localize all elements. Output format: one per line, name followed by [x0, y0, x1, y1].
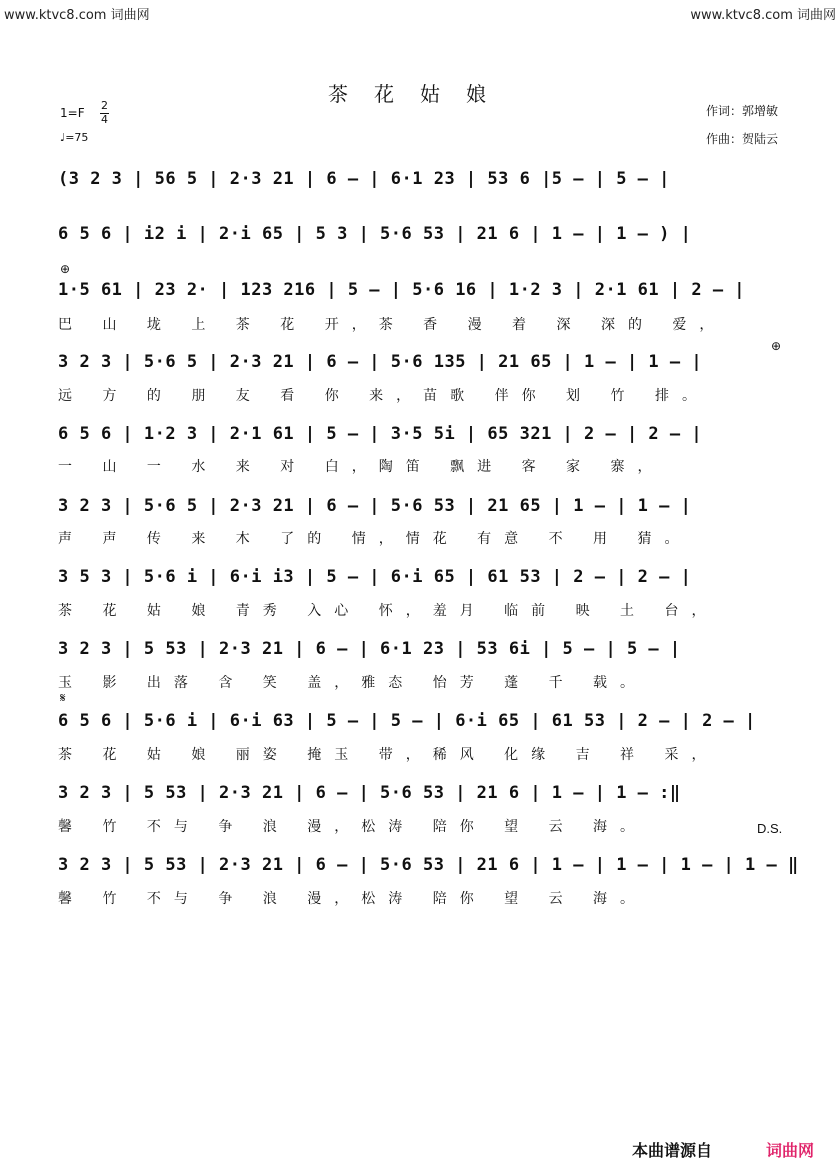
notation-line-4: 3 2 3 | 5·6 5 | 2·3 21 | 6 — | 5·6 135 | 21 65 | 1 — | 1 — | — [58, 352, 703, 372]
time-signature-bottom: 4 — [101, 113, 108, 126]
notation-line-7: 3 5 3 | 5·6 i | 6·i i3 | 5 — | 6·i 65 | 61 53 | 2 — | 2 — | — [58, 567, 692, 587]
lyric-line-7: 茶 花 姑 娘 青秀 入心 怀，羞月 临前 映 土 台， — [58, 603, 719, 619]
lyric-line-6: 声 声 传 来 木 了的 情，情花 有意 不 用 猜。 — [58, 531, 692, 547]
ds-marking: D.S. — [757, 821, 783, 836]
lyric-line-10: 馨 竹 不与 争 浪 漫，松涛 陪你 望 云 海。 — [58, 819, 648, 835]
notation-line-5: 6 5 6 | 1·2 3 | 2·1 61 | 5 — | 3·5 5i | 65 321 | 2 — | 2 — | — [58, 424, 703, 444]
time-signature-top: 2 — [101, 99, 108, 112]
coda-sign-end-icon: ⊕ — [771, 339, 782, 353]
notation-line-10: 3 2 3 | 5 53 | 2·3 21 | 6 — | 5·6 53 | 21 6 | 1 — | 1 — :‖ — [58, 783, 681, 803]
footer-source-label: 本曲谱源自 — [632, 1141, 713, 1160]
composer-credit: 作曲：贺陆云 — [706, 132, 779, 146]
lyric-line-5: 一 山 一 水 来 对 白，陶笛 飘进 客 家 寨， — [58, 459, 665, 475]
lyricist-credit: 作词：郭增敏 — [706, 104, 779, 118]
key-signature: 1=F — [60, 106, 85, 120]
lyric-line-3: 巴 山 垅 上 茶 花 开，茶 香 漫 着 深 深的 爱， — [58, 317, 727, 333]
notation-line-11: 3 2 3 | 5 53 | 2·3 21 | 6 — | 5·6 53 | 21 6 | 1 — | 1 — | 1 — | 1 — ‖ — [58, 855, 799, 875]
notation-line-2: 6 5 6 | i2 i | 2·i 65 | 5 3 | 5·6 53 | 21 6 | 1 — | 1 — ) | — [58, 224, 692, 244]
coda-sign-icon: ⊕ — [60, 262, 71, 276]
lyric-line-4: 远 方 的 朋 友 看 你 来，苗歌 伴你 划 竹 排。 — [58, 388, 709, 404]
lyric-line-9: 茶 花 姑 娘 丽姿 掩玉 带，稀风 化缘 吉 祥 采， — [58, 747, 719, 763]
tempo-marking: ♩=75 — [60, 131, 89, 144]
notation-line-8: 3 2 3 | 5 53 | 2·3 21 | 6 — | 6·1 23 | 53 6i | 5 — | 5 — | — [58, 639, 681, 659]
notation-line-6: 3 2 3 | 5·6 5 | 2·3 21 | 6 — | 5·6 53 | 21 65 | 1 — | 1 — | — [58, 496, 692, 516]
segno-sign-icon: 𝄋 — [60, 691, 66, 706]
notation-line-1: (3 2 3 | 56 5 | 2·3 21 | 6 — | 6·1 23 | 53 6 |5 — | 5 — | — [58, 169, 670, 189]
notation-line-3: 1·5 61 | 23 2· | 123 216 | 5 — | 5·6 16 | 1·2 3 | 2·1 61 | 2 — | — [58, 280, 746, 300]
footer-site-link[interactable]: 词曲网 — [766, 1141, 815, 1160]
lyric-line-11: 馨 竹 不与 争 浪 漫，松涛 陪你 望 云 海。 — [58, 891, 648, 907]
watermark-right: www.ktvc8.com 词曲网 — [690, 8, 836, 23]
song-title: 茶花姑娘 — [328, 82, 512, 106]
lyric-line-8: 玉 影 出落 含 笑 盖，雅态 怡芳 蓬 千 载。 — [58, 675, 648, 691]
watermark-left: www.ktvc8.com 词曲网 — [4, 8, 150, 23]
notation-line-9: 6 5 6 | 5·6 i | 6·i 63 | 5 — | 5 — | 6·i 65 | 61 53 | 2 — | 2 — | — [58, 711, 756, 731]
